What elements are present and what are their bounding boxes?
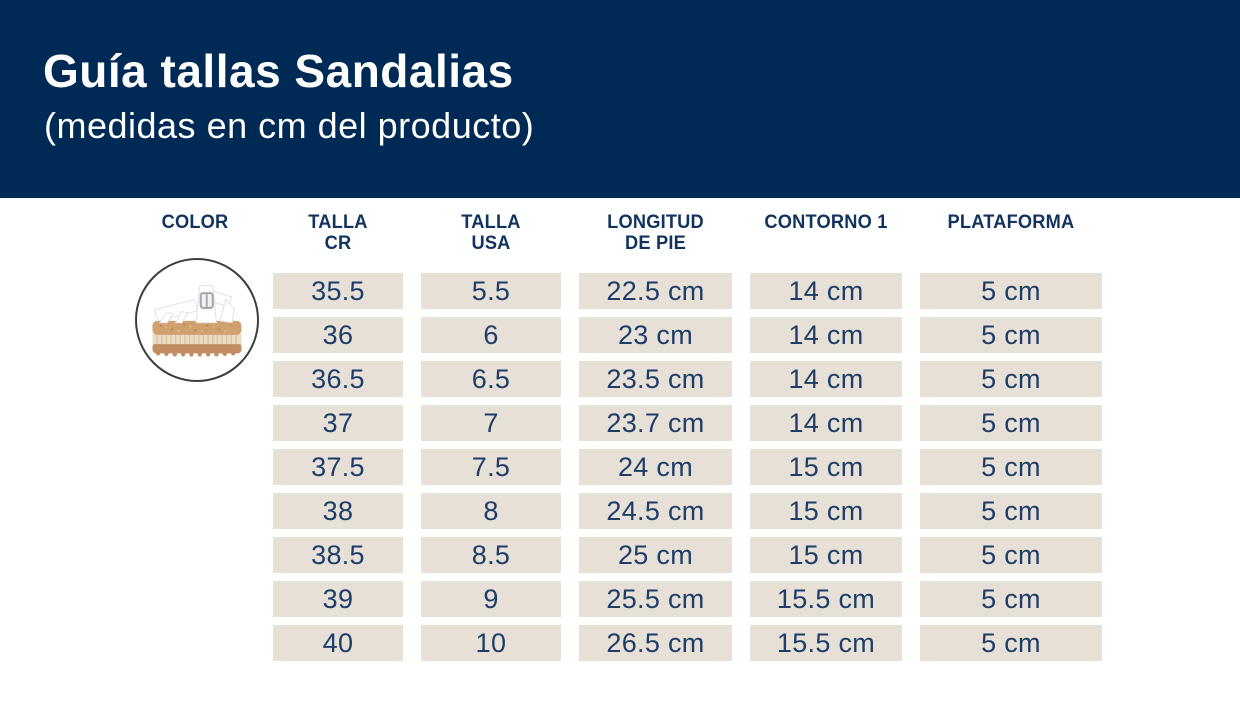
cell-longitud: 26.5 cm <box>579 625 732 661</box>
cell-plataforma: 5 cm <box>920 493 1102 529</box>
cell-contorno: 14 cm <box>750 361 902 397</box>
cell-talla-usa: 5.5 <box>421 273 561 309</box>
page-subtitle: (medidas en cm del producto) <box>44 104 535 146</box>
cell-talla-usa: 6 <box>421 317 561 353</box>
cell-talla-cr: 38.5 <box>273 537 403 573</box>
column-header-line: LONGITUD <box>607 212 704 233</box>
column-header-line: CONTORNO 1 <box>764 212 888 233</box>
row-color-spacer <box>135 537 255 573</box>
cell-longitud: 24.5 cm <box>579 493 732 529</box>
cell-longitud: 25 cm <box>579 537 732 573</box>
cell-contorno: 14 cm <box>750 273 902 309</box>
cell-talla-cr: 35.5 <box>273 273 403 309</box>
column-header-line: USA <box>471 233 511 254</box>
row-color-spacer <box>135 581 255 617</box>
cell-longitud: 25.5 cm <box>579 581 732 617</box>
column-header-talla-cr <box>276 212 401 265</box>
cell-plataforma: 5 cm <box>920 273 1102 309</box>
cell-talla-usa: 6.5 <box>421 361 561 397</box>
cell-plataforma: 5 cm <box>920 537 1102 573</box>
column-header-contorno-1 <box>753 212 899 265</box>
column-header-plataforma <box>924 212 1099 265</box>
column-header-line: CR <box>324 233 352 254</box>
size-table-grid <box>135 212 1105 661</box>
cell-talla-cr: 38 <box>273 493 403 529</box>
column-header-line: COLOR <box>161 212 229 233</box>
cell-longitud: 22.5 cm <box>579 273 732 309</box>
cell-talla-usa: 8 <box>421 493 561 529</box>
row-color-spacer <box>135 449 255 485</box>
cell-plataforma: 5 cm <box>920 581 1102 617</box>
column-header-line: DE PIE <box>625 233 686 254</box>
cell-contorno: 15 cm <box>750 493 902 529</box>
page-title: Guía tallas Sandalias <box>43 45 514 97</box>
cell-talla-usa: 7 <box>421 405 561 441</box>
row-color-spacer <box>135 405 255 441</box>
size-table <box>135 212 1105 672</box>
cell-longitud: 24 cm <box>579 449 732 485</box>
cell-talla-usa: 10 <box>421 625 561 661</box>
cell-contorno: 14 cm <box>750 317 902 353</box>
row-color-spacer <box>135 625 255 661</box>
column-header-talla-usa <box>424 212 558 265</box>
cell-talla-cr: 37.5 <box>273 449 403 485</box>
cell-talla-cr: 37 <box>273 405 403 441</box>
cell-contorno: 15 cm <box>750 537 902 573</box>
cell-talla-cr: 40 <box>273 625 403 661</box>
header-banner <box>0 0 1240 198</box>
row-color-spacer <box>135 493 255 529</box>
cell-talla-cr: 36.5 <box>273 361 403 397</box>
cell-plataforma: 5 cm <box>920 317 1102 353</box>
cell-talla-usa: 9 <box>421 581 561 617</box>
product-photo-circle <box>135 258 259 382</box>
column-header-line: PLATAFORMA <box>947 212 1075 233</box>
cell-longitud: 23 cm <box>579 317 732 353</box>
cell-talla-cr: 36 <box>273 317 403 353</box>
column-header-line: TALLA <box>461 212 521 233</box>
column-header-longitud-de-pie <box>582 212 729 265</box>
cell-plataforma: 5 cm <box>920 449 1102 485</box>
cell-talla-usa: 7.5 <box>421 449 561 485</box>
column-header-line: TALLA <box>308 212 368 233</box>
cell-longitud: 23.5 cm <box>579 361 732 397</box>
cell-contorno: 14 cm <box>750 405 902 441</box>
cell-plataforma: 5 cm <box>920 405 1102 441</box>
cell-contorno: 15.5 cm <box>750 625 902 661</box>
cell-plataforma: 5 cm <box>920 625 1102 661</box>
cell-plataforma: 5 cm <box>920 361 1102 397</box>
cell-contorno: 15.5 cm <box>750 581 902 617</box>
cell-talla-usa: 8.5 <box>421 537 561 573</box>
cell-talla-cr: 39 <box>273 581 403 617</box>
cell-longitud: 23.7 cm <box>579 405 732 441</box>
cell-contorno: 15 cm <box>750 449 902 485</box>
sandal-image <box>146 275 248 365</box>
